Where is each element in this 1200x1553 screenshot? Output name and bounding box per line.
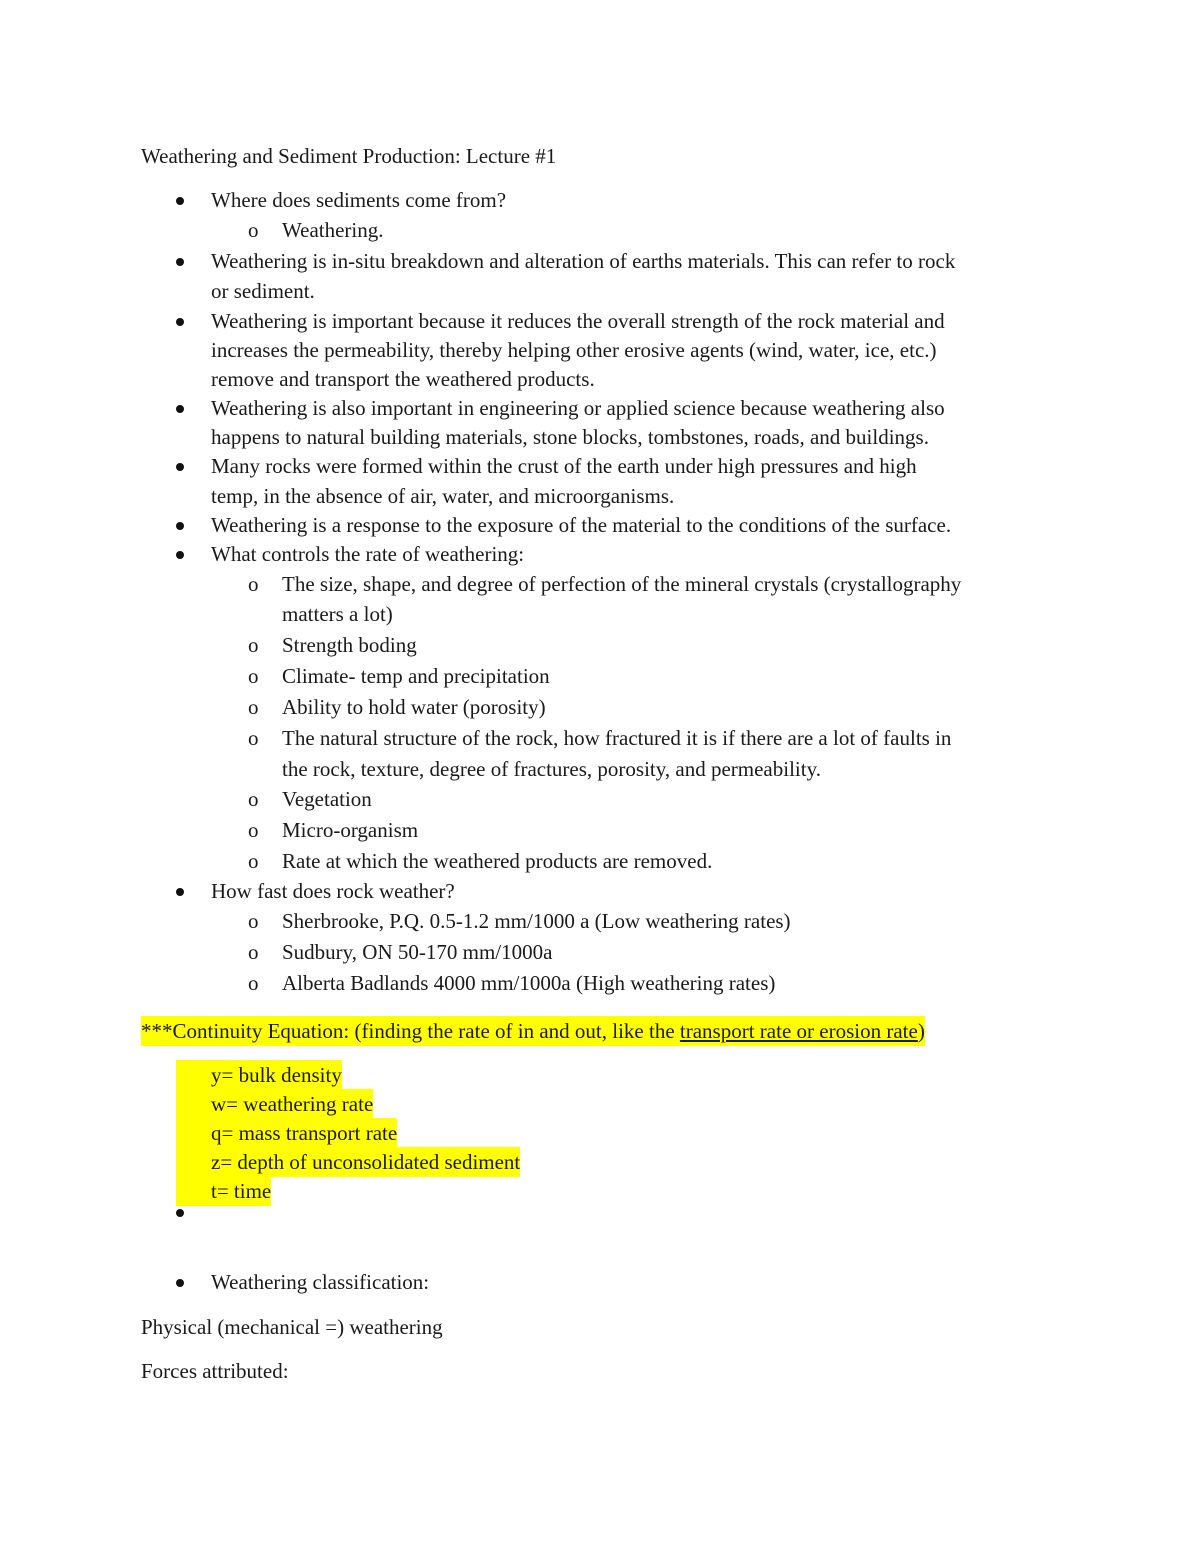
sub-list-item: Micro-organism bbox=[282, 818, 419, 842]
bullet-dot bbox=[176, 258, 184, 266]
sub-bullet-marker: o bbox=[248, 633, 259, 657]
sub-bullet-marker: o bbox=[248, 572, 259, 596]
sub-bullet-marker: o bbox=[248, 909, 259, 933]
variable-definition: q= mass transport rate bbox=[211, 1121, 398, 1145]
underlined-text: transport rate or erosion rate bbox=[679, 1019, 918, 1043]
paragraph: Physical (mechanical =) weathering bbox=[141, 1315, 443, 1339]
bullet-dot bbox=[176, 197, 184, 205]
highlight-bullet-row bbox=[176, 1176, 271, 1206]
variable-definition: w= weathering rate bbox=[211, 1092, 374, 1116]
list-item: Weathering classification: bbox=[211, 1270, 430, 1294]
sub-list-item: Vegetation bbox=[282, 787, 372, 811]
variable-definition: t= time bbox=[211, 1179, 272, 1203]
list-item-continuation: happens to natural building materials, stone blocks, tombstones, roads, and buildings. bbox=[211, 425, 929, 449]
sub-list-item: The natural structure of the rock, how fractured it is if there are a lot of faults in bbox=[282, 726, 952, 750]
page-title: Weathering and Sediment Production: Lecture #1 bbox=[141, 144, 557, 168]
sub-bullet-marker: o bbox=[248, 940, 259, 964]
highlight-bullet-row bbox=[176, 1147, 520, 1177]
highlight-bullet-row bbox=[176, 1118, 397, 1148]
bullet-dot bbox=[176, 551, 184, 559]
list-item: What controls the rate of weathering: bbox=[211, 542, 525, 566]
bullet-dot bbox=[176, 318, 184, 326]
sub-bullet-marker: o bbox=[248, 218, 259, 242]
sub-bullet-marker: o bbox=[248, 971, 259, 995]
bullet-dot bbox=[176, 1209, 184, 1217]
list-item: Where does sediments come from? bbox=[211, 188, 507, 212]
sub-list-item-continuation: matters a lot) bbox=[282, 602, 393, 626]
sub-list-item: Weathering. bbox=[282, 218, 384, 242]
sub-list-item: Sherbrooke, P.Q. 0.5-1.2 mm/1000 a (Low weathering rates) bbox=[282, 909, 791, 933]
highlight-bullet-row bbox=[176, 1089, 373, 1119]
list-item: Weathering is important because it reduces the overall strength of the rock material and bbox=[211, 309, 945, 333]
sub-bullet-marker: o bbox=[248, 726, 259, 750]
heading-text: ***Continuity Equation: (finding the rate of in and out, like the bbox=[141, 1019, 680, 1043]
sub-bullet-marker: o bbox=[248, 787, 259, 811]
bullet-dot bbox=[176, 405, 184, 413]
sub-list-item: Alberta Badlands 4000 mm/1000a (High weathering rates) bbox=[282, 971, 776, 995]
list-item-continuation: remove and transport the weathered products. bbox=[211, 367, 595, 391]
variable-definition: z= depth of unconsolidated sediment bbox=[211, 1150, 521, 1174]
sub-list-item: The size, shape, and degree of perfection of the mineral crystals (crystallography bbox=[282, 572, 962, 596]
sub-bullet-marker: o bbox=[248, 664, 259, 688]
bullet-dot bbox=[176, 1279, 184, 1287]
list-item: Weathering is also important in engineering or applied science because weathering also bbox=[211, 396, 945, 420]
bullet-dot bbox=[176, 888, 184, 896]
sub-bullet-marker: o bbox=[248, 818, 259, 842]
list-item-continuation: temp, in the absence of air, water, and microorganisms. bbox=[211, 484, 675, 508]
bullet-dot bbox=[176, 463, 184, 471]
sub-bullet-marker: o bbox=[248, 695, 259, 719]
sub-list-item: Rate at which the weathered products are removed. bbox=[282, 849, 713, 873]
sub-list-item: Strength boding bbox=[282, 633, 417, 657]
bullet-dot bbox=[176, 522, 184, 530]
paragraph: Forces attributed: bbox=[141, 1359, 289, 1383]
sub-list-item: Ability to hold water (porosity) bbox=[282, 695, 546, 719]
continuity-equation-heading bbox=[141, 1016, 925, 1046]
sub-list-item: Climate- temp and precipitation bbox=[282, 664, 550, 688]
list-item: Weathering is in-situ breakdown and alteration of earths materials. This can refer to rock bbox=[211, 249, 956, 273]
list-item-continuation: or sediment. bbox=[211, 279, 315, 303]
variable-definition: y= bulk density bbox=[211, 1063, 342, 1087]
sub-bullet-marker: o bbox=[248, 849, 259, 873]
sub-list-item: Sudbury, ON 50-170 mm/1000a bbox=[282, 940, 553, 964]
heading-text-end: ) bbox=[917, 1019, 925, 1043]
list-item: Weathering is a response to the exposure of the material to the conditions of the surface. bbox=[211, 513, 952, 537]
highlight-bullet-row bbox=[176, 1060, 342, 1090]
sub-list-item-continuation: the rock, texture, degree of fractures, porosity, and permeability. bbox=[282, 757, 821, 781]
list-item-continuation: increases the permeability, thereby helping other erosive agents (wind, water, ice, etc.) bbox=[211, 338, 937, 362]
list-item: How fast does rock weather? bbox=[211, 879, 455, 903]
list-item: Many rocks were formed within the crust of the earth under high pressures and high bbox=[211, 454, 917, 478]
